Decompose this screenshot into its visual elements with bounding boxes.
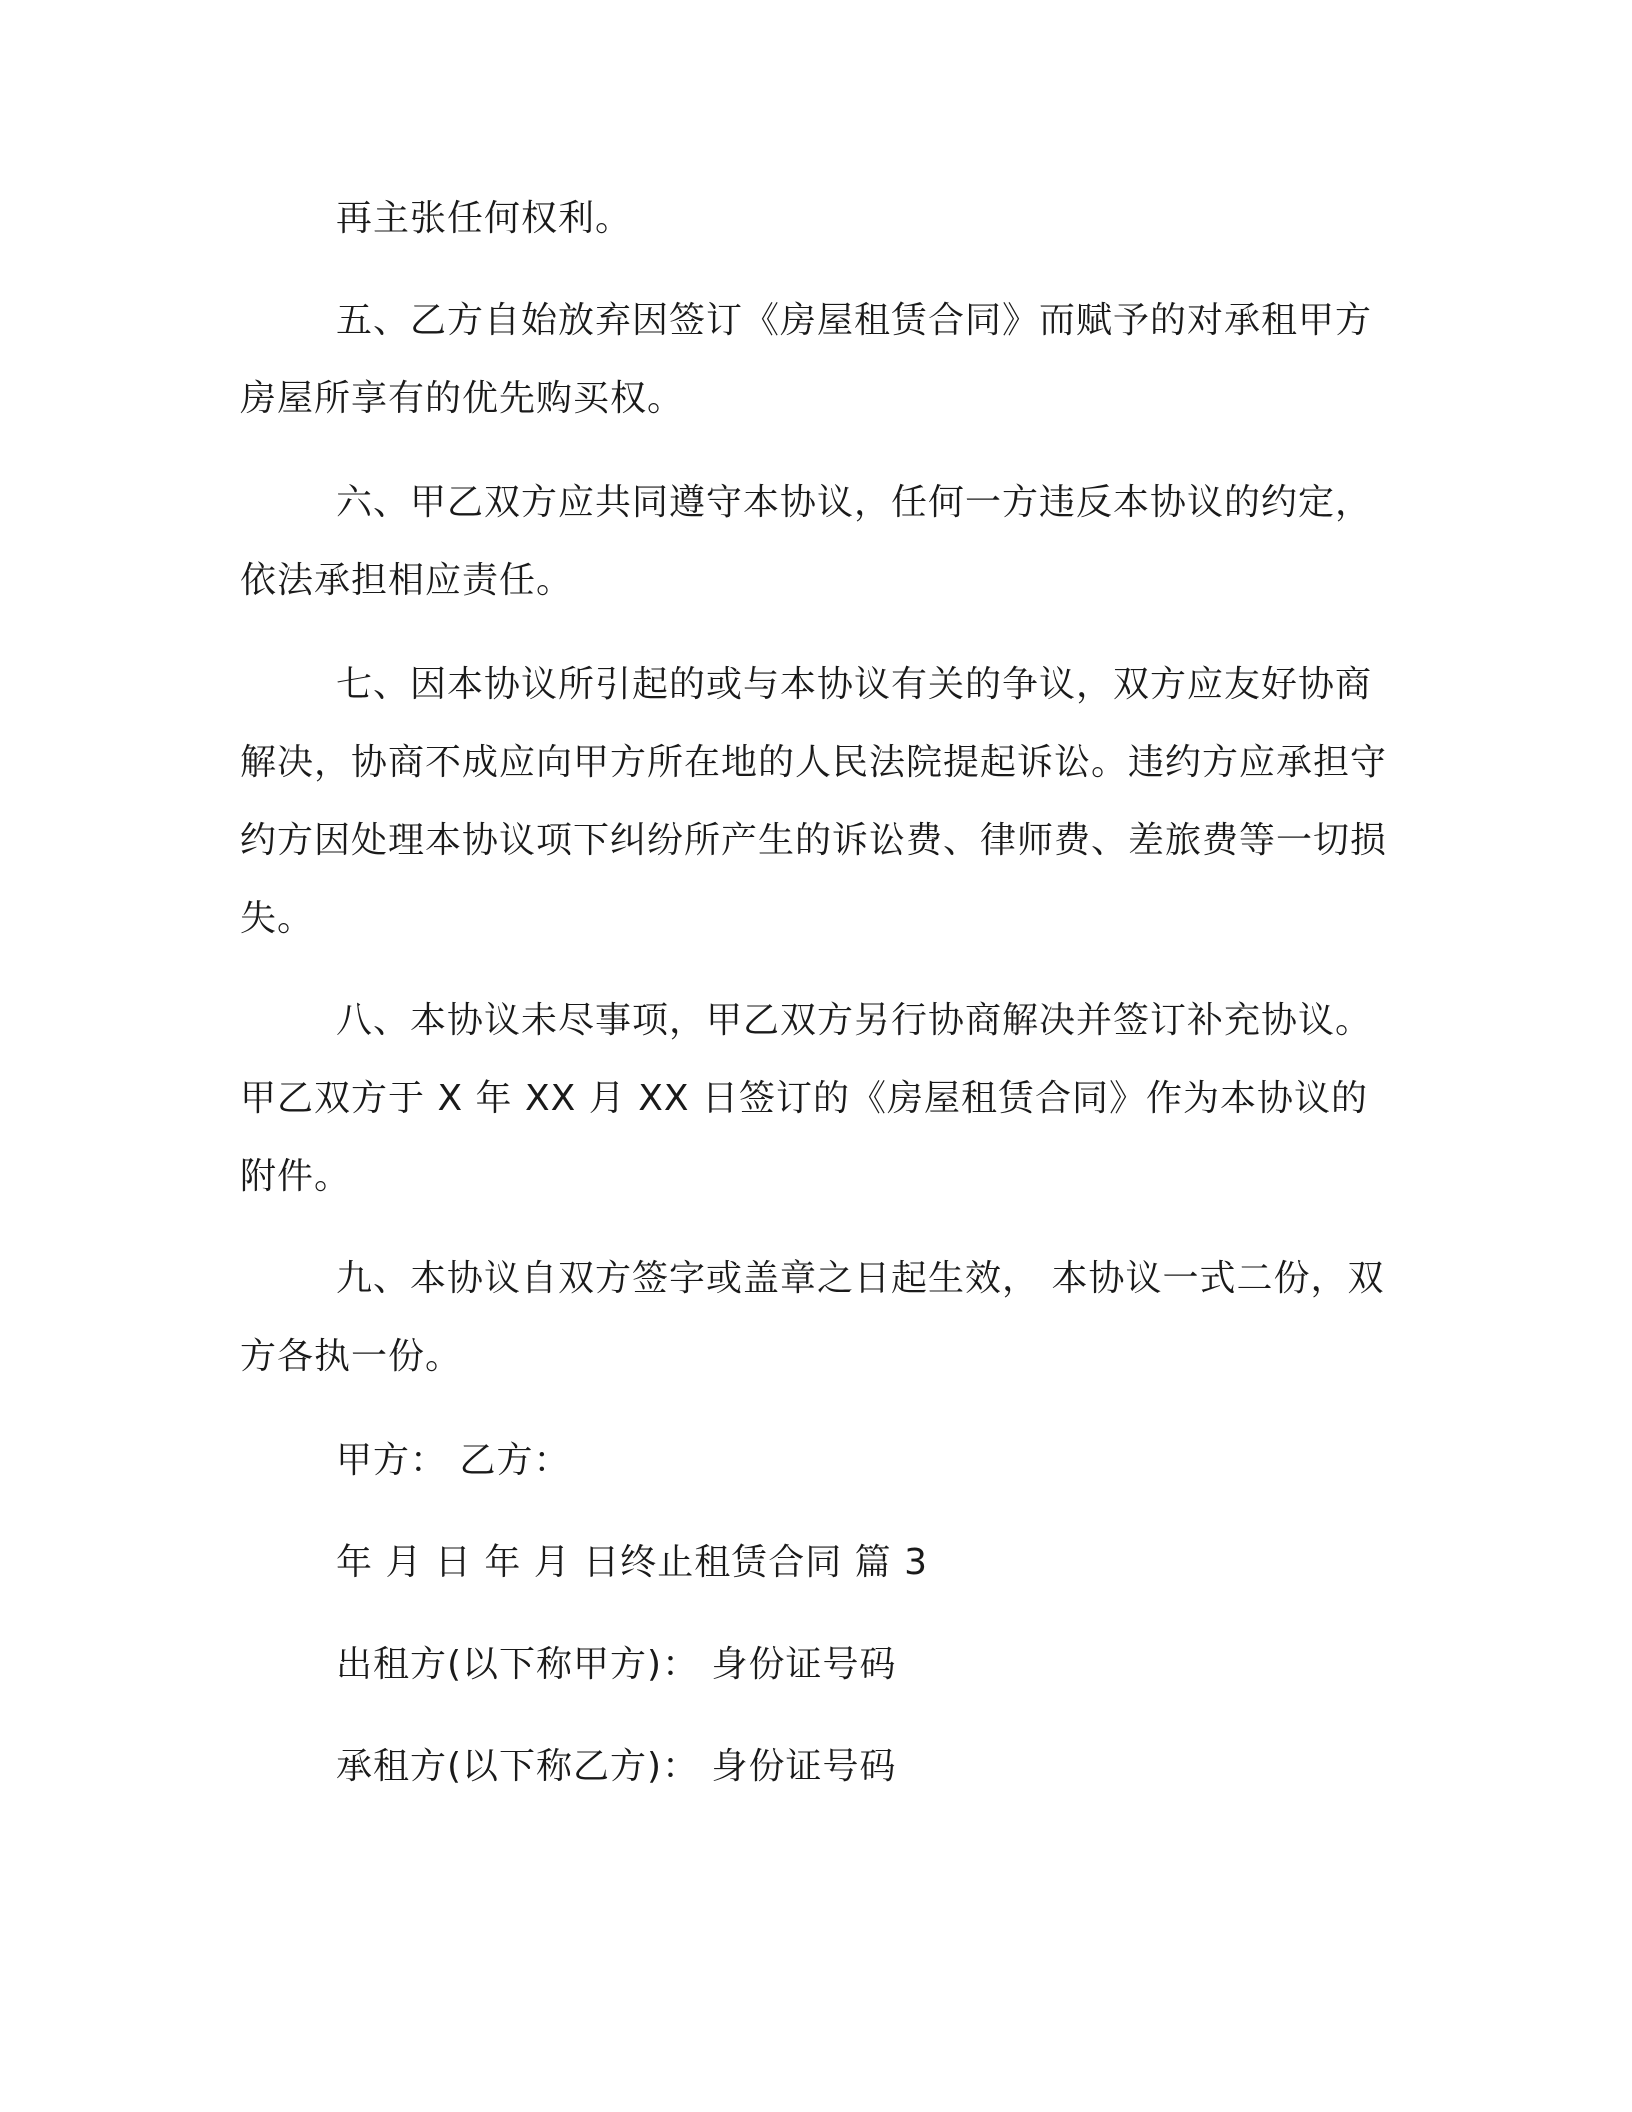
paragraph-clause-8: 八、本协议未尽事项，甲乙双方另行协商解决并签订补充协议。甲乙双方于 X 年 XX 月 XX 日签订的《房屋租赁合同》作为本协议的附件。 bbox=[240, 1000, 1373, 1197]
paragraph-clause-6: 六、甲乙双方应共同遵守本协议，任何一方违反本协议的约定，依法承担相应责任。 bbox=[240, 482, 1373, 601]
date-and-section-heading: 年 月 日 年 月 日终止租赁合同 篇 3 bbox=[336, 1542, 929, 1583]
paragraph-continuation: 再主张任何权利。 bbox=[336, 198, 633, 239]
lessee-line: 承租方(以下称乙方)： 身份证号码 bbox=[336, 1746, 897, 1787]
paragraph-clause-7: 七、因本协议所引起的或与本协议有关的争议，双方应友好协商解决，协商不成应向甲方所在地的人民法院提起诉讼。违约方应承担守约方因处理本协议项下纠纷所产生的诉讼费、律师费、差旅费等一切损失。 bbox=[240, 664, 1388, 939]
signature-parties-line: 甲方： 乙方： bbox=[336, 1440, 571, 1481]
lessor-line: 出租方(以下称甲方)： 身份证号码 bbox=[336, 1644, 897, 1685]
paragraph-clause-5: 五、乙方自始放弃因签订《房屋租赁合同》而赋予的对承租甲方房屋所享有的优先购买权。 bbox=[240, 300, 1373, 419]
paragraph-clause-9: 九、本协议自双方签字或盖章之日起生效， 本协议一式二份，双方各执一份。 bbox=[240, 1258, 1385, 1377]
